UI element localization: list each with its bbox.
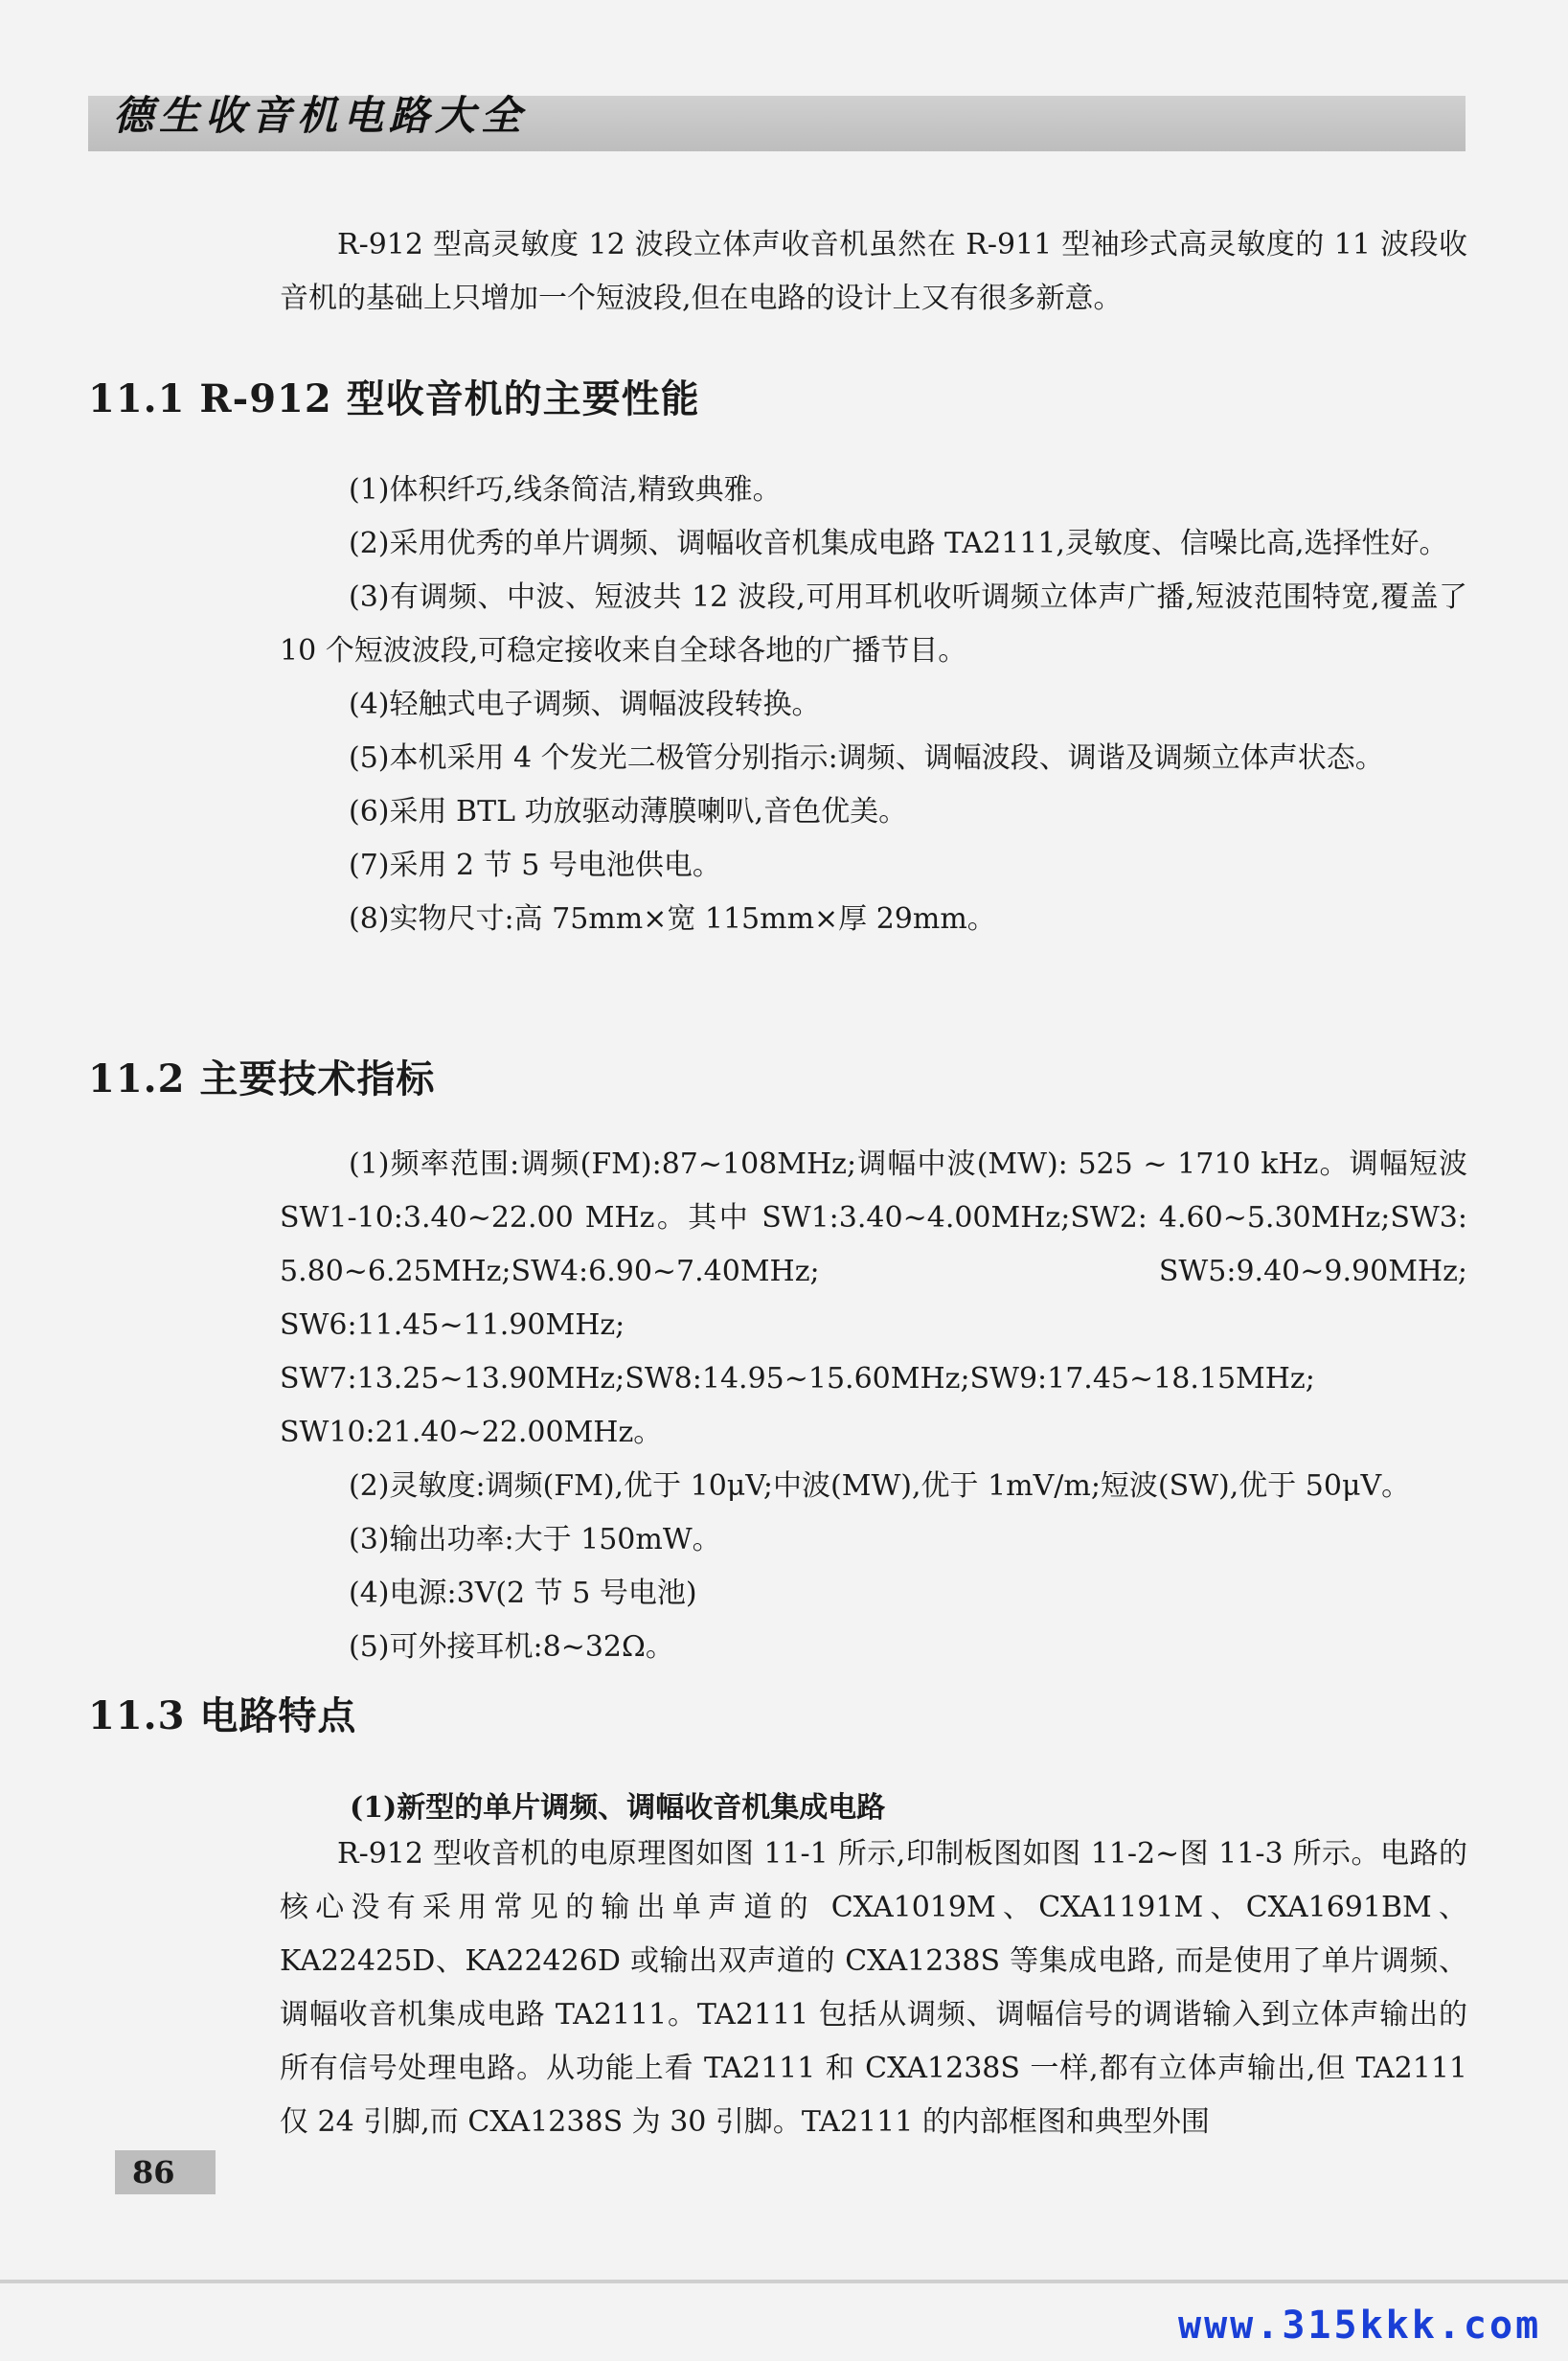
list-item: (5)本机采用 4 个发光二极管分别指示:调频、调幅波段、调谐及调频立体声状态。 [349,741,1384,775]
running-header-title: 德生收音机电路大全 [113,92,528,139]
list-item: (4)电源:3V(2 节 5 号电池) [349,1577,697,1610]
list-item: (1)频率范围:调频(FM):87~108MHz;调幅中波(MW): 525 ~ 1710 kHz。调幅短波 SW1-10:3.40~22.00 MHz。其中 SW1:3.40~4.00MHz;SW2: 4.60~5.30MHz;SW3: 5.80~6.25MHz;SW4:6.90~7.40MHz; SW5:9.40~9.90MHz; SW6:11.45~11.90MHz; SW7:13.25~13.90MHz;SW8:14.95~15.60MHz;SW9:17.45~18.15MHz; SW10:21.40~22.00MHz。 [280,1147,1467,1449]
intro-paragraph: R-912 型高灵敏度 12 波段立体声收音机虽然在 R-911 型袖珍式高灵敏度的 11 波段收音机的基础上只增加一个短波段,但在电路的设计上又有很多新意。 [280,228,1467,315]
subheading: (1)新型的单片调频、调幅收音机集成电路 [350,1791,886,1825]
list-item: (3)输出功率:大于 150mW。 [349,1523,721,1556]
circuit-paragraph: R-912 型收音机的电原理图如图 11-1 所示,印制板图如图 11-2~图 11-3 所示。电路的核心没有采用常见的输出单声道的 CXA1019M、CXA1191M、CXA1691BM、KA22425D、KA22426D 或输出双声道的 CXA1238S 等集成电路, 而是使用了单片调频、调幅收音机集成电路 TA2111。TA2111 包括从调频、调幅信号的调谐输入到立体声输出的所有信号处理电路。从功能上看 TA2111 和 CXA1238S 一样,都有立体声输出,但 TA2111 仅 24 引脚,而 CXA1238S 为 30 引脚。TA2111 的内部框图和典型外围 [280,1837,1467,2139]
section-heading-11-1: 11.1 R-912 型收音机的主要性能 [88,376,700,421]
section-heading-11-2: 11.2 主要技术指标 [88,1056,436,1101]
performance-list [280,464,1467,946]
list-item: (6)采用 BTL 功放驱动薄膜喇叭,音色优美。 [349,795,908,829]
list-item: (2)灵敏度:调频(FM),优于 10μV;中波(MW),优于 1mV/m;短波(SW),优于 50μV。 [349,1469,1411,1503]
site-watermark: www.315kkk.com [1178,2304,1542,2348]
intro-block [280,218,1467,326]
list-item: (3)有调频、中波、短波共 12 波段,可用耳机收听调频立体声广播,短波范围特宽,覆盖了 10 个短波波段,可稳定接收来自全球各地的广播节目。 [280,580,1467,668]
list-item: (2)采用优秀的单片调频、调幅收音机集成电路 TA2111,灵敏度、信噪比高,选择性好。 [349,527,1448,560]
spec-list [280,1138,1467,1674]
list-item: (7)采用 2 节 5 号电池供电。 [349,849,721,882]
list-item: (8)实物尺寸:高 75mm×宽 115mm×厚 29mm。 [349,902,996,936]
circuit-features-block [280,1828,1467,2149]
bottom-divider [0,2280,1568,2283]
section-heading-11-3: 11.3 电路特点 [88,1693,357,1738]
list-item: (1)体积纤巧,线条简洁,精致典雅。 [349,473,782,507]
page-number: 86 [132,2154,175,2191]
list-item: (5)可外接耳机:8~32Ω。 [349,1630,674,1664]
list-item: (4)轻触式电子调频、调幅波段转换。 [349,688,821,721]
